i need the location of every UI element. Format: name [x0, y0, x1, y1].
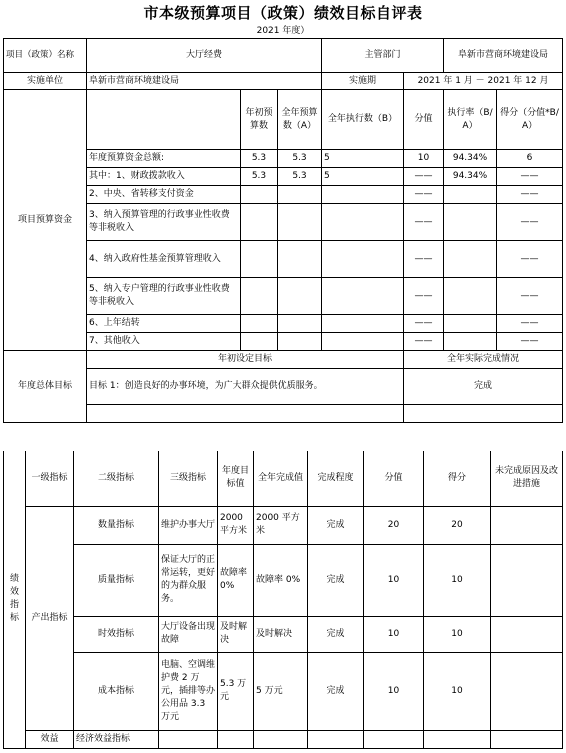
indicator-level2: 质量指标	[74, 544, 159, 616]
indicator-score-value: 10	[364, 616, 424, 652]
fund-score: ——	[497, 241, 563, 278]
fund-initial	[241, 315, 278, 333]
fund-label: 3、纳入预算管理的行政事业性收费等非税收入	[87, 204, 241, 241]
fund-annual	[278, 315, 322, 333]
goals-blank-right	[404, 405, 563, 423]
fund-score-value: ——	[404, 333, 444, 351]
performance-table	[3, 451, 563, 749]
goals-initial-text: 目标 1：创造良好的办事环境，为广大群众提供优质服务。	[87, 369, 404, 405]
fund-annual	[278, 333, 322, 351]
fund-annual	[278, 186, 322, 204]
indicator-reason	[491, 544, 563, 616]
perf-header-degree: 完成程度	[308, 451, 364, 506]
fund-annual: 5.3	[278, 150, 322, 168]
fund-rate	[444, 315, 497, 333]
indicator-level3: 大厅设备出现故障	[159, 616, 218, 652]
indicator-row	[4, 616, 563, 652]
indicator-degree: 完成	[308, 544, 364, 616]
fund-initial: 5.3	[241, 168, 278, 186]
fund-label: 5、纳入专户管理的行政事业性收费等非税收入	[87, 278, 241, 315]
fund-rate	[444, 241, 497, 278]
fund-executed: 5	[322, 168, 404, 186]
indicator-actual: 及时解决	[254, 616, 308, 652]
fund-label: 2、中央、省转移支付资金	[87, 186, 241, 204]
fund-rate	[444, 186, 497, 204]
indicator-row	[4, 652, 563, 730]
fund-executed	[322, 315, 404, 333]
fund-initial: 5.3	[241, 150, 278, 168]
indicator-score-value	[364, 730, 424, 748]
indicator-degree: 完成	[308, 616, 364, 652]
fund-score-value: ——	[404, 278, 444, 315]
fund-score: ——	[497, 168, 563, 186]
indicator-level2: 数量指标	[74, 506, 159, 544]
fund-score-value: ——	[404, 168, 444, 186]
indicator-level3	[159, 730, 218, 748]
fund-initial	[241, 278, 278, 315]
year-subtitle: 2021 年度）	[256, 26, 310, 36]
fund-rate: 94.34%	[444, 168, 497, 186]
perf-header-score-value: 分值	[364, 451, 424, 506]
funds-row	[4, 278, 563, 315]
indicator-target: 及时解决	[218, 616, 254, 652]
goals-actual-text: 完成	[404, 369, 563, 405]
fund-label: 年度预算资金总额:	[87, 150, 241, 168]
impl-unit-value: 阜新市营商环境建设局	[87, 73, 322, 90]
perf-header-level2: 二级指标	[74, 451, 159, 506]
funds-row	[4, 168, 563, 186]
funds-row	[4, 241, 563, 278]
indicator-reason	[491, 652, 563, 730]
fund-score-value: ——	[404, 241, 444, 278]
fund-score-value: ——	[404, 315, 444, 333]
indicator-reason	[491, 506, 563, 544]
indicator-level3: 维护办事大厅	[159, 506, 218, 544]
impl-unit-label: 实施单位	[4, 73, 87, 90]
fund-label: 6、上年结转	[87, 315, 241, 333]
funds-row	[4, 150, 563, 168]
indicator-score-value: 10	[364, 652, 424, 730]
perf-header-target: 年度目标值	[218, 451, 254, 506]
fund-executed: 5	[322, 150, 404, 168]
funds-header-score-value: 分值	[404, 90, 444, 150]
indicator-score: 10	[424, 616, 491, 652]
fund-executed	[322, 241, 404, 278]
indicator-row	[4, 730, 563, 748]
indicator-level3: 保证大厅的正常运转，更好的为群众服务。	[159, 544, 218, 616]
budget-table	[3, 38, 563, 423]
indicator-score-value: 20	[364, 506, 424, 544]
fund-score: 6	[497, 150, 563, 168]
fund-initial	[241, 186, 278, 204]
indicator-actual: 故障率 0%	[254, 544, 308, 616]
fund-executed	[322, 186, 404, 204]
goals-blank-left	[87, 405, 404, 423]
indicator-degree: 完成	[308, 506, 364, 544]
indicator-target: 2000 平方米	[218, 506, 254, 544]
funds-header-blank	[87, 90, 241, 150]
indicator-actual: 5 万元	[254, 652, 308, 730]
indicator-target	[218, 730, 254, 748]
indicator-level2: 时效指标	[74, 616, 159, 652]
funds-row	[4, 315, 563, 333]
perf-header-level3: 三级指标	[159, 451, 218, 506]
funds-row	[4, 204, 563, 241]
indicator-score: 20	[424, 506, 491, 544]
perf-header-level1: 一级指标	[26, 451, 74, 506]
goals-initial-header: 年初设定目标	[87, 351, 404, 369]
output-indicator-label: 产出指标	[26, 506, 74, 730]
funds-section-label: 项目预算资金	[4, 90, 87, 351]
page-title: 市本级预算项目（政策）绩效目标自评表	[143, 4, 423, 22]
perf-section-label: 绩效指标	[4, 451, 26, 748]
goals-actual-header: 全年实际完成情况	[404, 351, 563, 369]
benefit-indicator-label: 效益	[26, 730, 74, 748]
fund-score-value: ——	[404, 186, 444, 204]
funds-header-executed: 全年执行数（B）	[322, 90, 404, 150]
fund-score: ——	[497, 315, 563, 333]
indicator-score-value: 10	[364, 544, 424, 616]
indicator-row	[4, 544, 563, 616]
fund-annual	[278, 278, 322, 315]
indicator-level3: 电脑、空调维护费 2 万元，插排等办公用品 3.3 万元	[159, 652, 218, 730]
funds-header-score: 得分（分值*B/A）	[497, 90, 563, 150]
indicator-reason	[491, 616, 563, 652]
indicator-actual	[254, 730, 308, 748]
funds-header-initial: 年初预算数	[241, 90, 278, 150]
project-name-label: 项目（政策）名称	[4, 39, 87, 73]
fund-score: ——	[497, 204, 563, 241]
indicator-score: 10	[424, 544, 491, 616]
period-label: 实施期	[322, 73, 404, 90]
fund-initial	[241, 333, 278, 351]
fund-initial	[241, 241, 278, 278]
period-value: 2021 年 1 月 － 2021 年 12 月	[404, 73, 563, 90]
fund-initial	[241, 204, 278, 241]
fund-label: 7、其他收入	[87, 333, 241, 351]
indicator-row	[4, 506, 563, 544]
funds-header-exec-rate: 执行率（B/A）	[444, 90, 497, 150]
indicator-degree: 完成	[308, 652, 364, 730]
fund-executed	[322, 278, 404, 315]
fund-label: 其中：1、财政拨款收入	[87, 168, 241, 186]
fund-rate	[444, 204, 497, 241]
indicator-actual: 2000 平方米	[254, 506, 308, 544]
fund-executed	[322, 204, 404, 241]
dept-value: 阜新市营商环境建设局	[444, 39, 563, 73]
fund-rate: 94.34%	[444, 150, 497, 168]
fund-executed	[322, 333, 404, 351]
indicator-reason	[491, 730, 563, 748]
indicator-score	[424, 730, 491, 748]
fund-annual: 5.3	[278, 168, 322, 186]
fund-score: ——	[497, 333, 563, 351]
perf-header-actual: 全年完成值	[254, 451, 308, 506]
fund-score: ——	[497, 186, 563, 204]
indicator-target: 5.3 万元	[218, 652, 254, 730]
funds-row	[4, 186, 563, 204]
goals-section-label: 年度总体目标	[4, 351, 87, 423]
perf-header-score: 得分	[424, 451, 491, 506]
fund-label: 4、纳入政府性基金预算管理收入	[87, 241, 241, 278]
indicator-score: 10	[424, 652, 491, 730]
funds-header-annual: 全年预算数（A）	[278, 90, 322, 150]
perf-header-reason: 未完成原因及改进措施	[491, 451, 563, 506]
fund-score: ——	[497, 278, 563, 315]
funds-row	[4, 333, 563, 351]
indicator-degree	[308, 730, 364, 748]
project-name: 大厅经费	[87, 39, 322, 73]
indicator-level2: 经济效益指标	[74, 730, 159, 748]
fund-rate	[444, 333, 497, 351]
indicator-level2: 成本指标	[74, 652, 159, 730]
dept-label: 主管部门	[322, 39, 444, 73]
fund-rate	[444, 278, 497, 315]
fund-score-value: ——	[404, 204, 444, 241]
indicator-target: 故障率0%	[218, 544, 254, 616]
fund-score-value: 10	[404, 150, 444, 168]
fund-annual	[278, 241, 322, 278]
fund-annual	[278, 204, 322, 241]
